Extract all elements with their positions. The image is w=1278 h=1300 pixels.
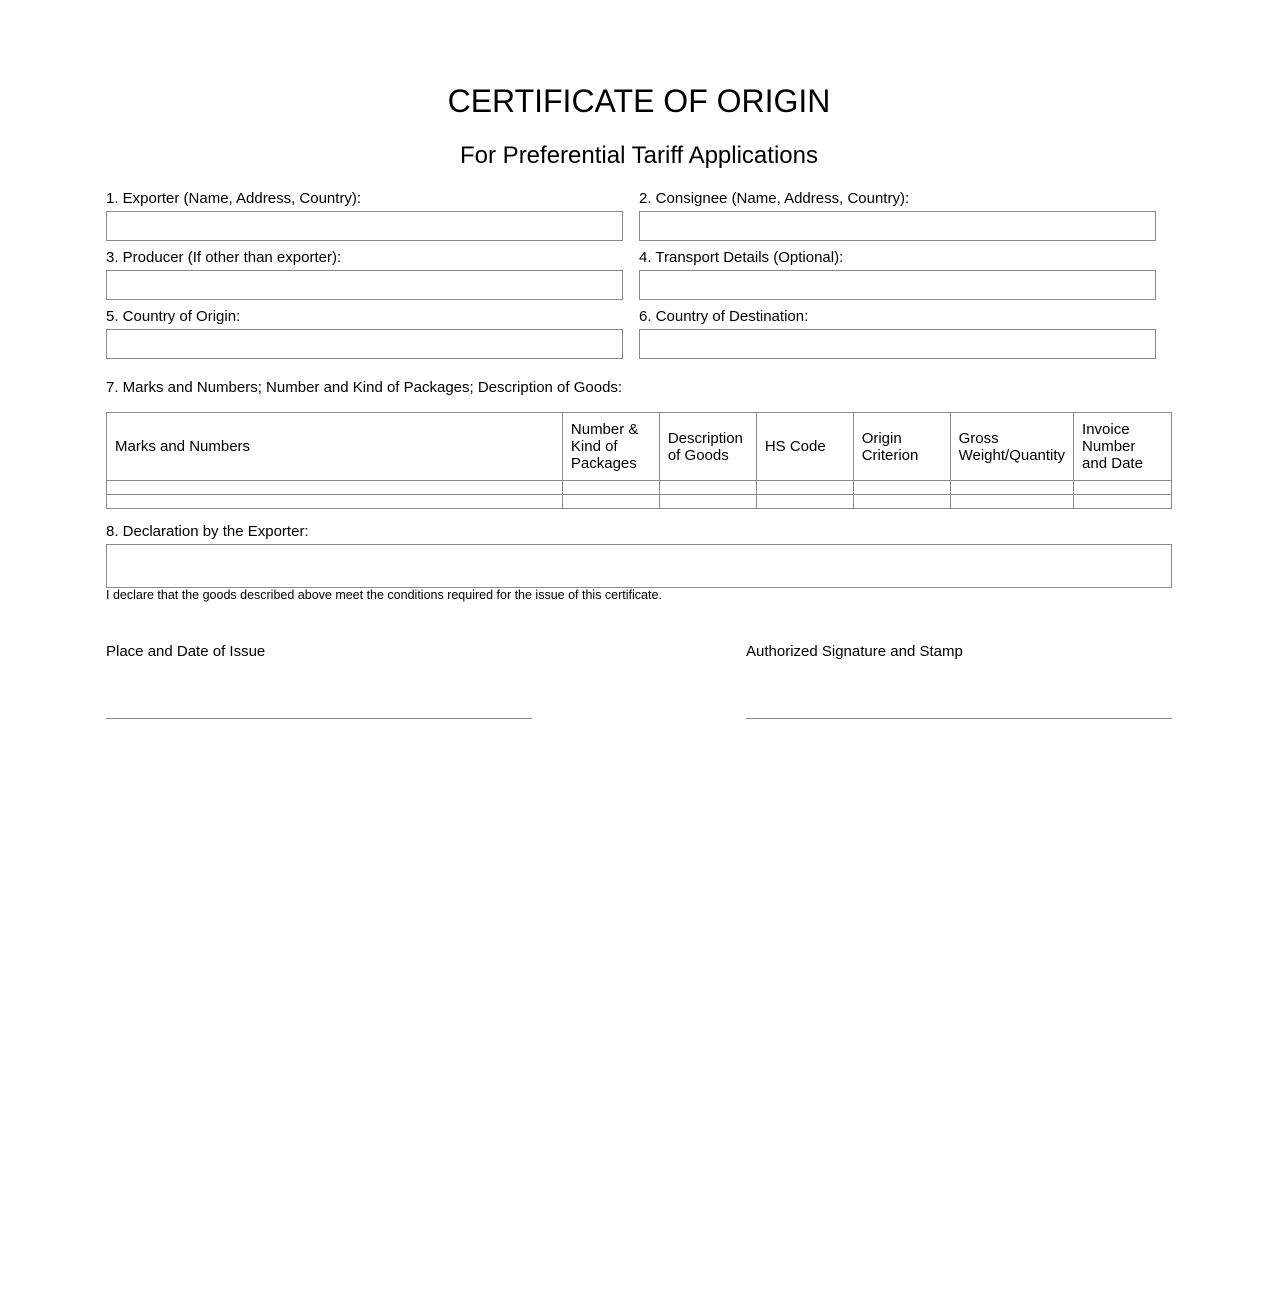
table-cell[interactable]: [659, 481, 756, 495]
authorized-signature-line[interactable]: [746, 718, 1172, 719]
country-of-origin-field[interactable]: [106, 329, 623, 359]
declaration-label: 8. Declaration by the Exporter:: [106, 523, 309, 540]
column-packages: Number & Kind of Packages: [562, 413, 659, 481]
goods-table-header: [107, 413, 1172, 481]
table-cell[interactable]: [1074, 481, 1172, 495]
producer-label: 3. Producer (If other than exporter):: [106, 249, 342, 266]
country-of-destination-field[interactable]: [639, 329, 1156, 359]
table-cell[interactable]: [562, 481, 659, 495]
table-row: [107, 481, 1172, 495]
exporter-field[interactable]: [106, 211, 623, 241]
place-date-label: Place and Date of Issue: [106, 643, 266, 660]
column-description: Description of Goods: [659, 413, 756, 481]
place-date-signature-line[interactable]: [106, 718, 532, 719]
goods-table: [106, 412, 1172, 509]
transport-details-field[interactable]: [639, 270, 1156, 300]
table-cell[interactable]: [950, 481, 1073, 495]
consignee-label: 2. Consignee (Name, Address, Country):: [639, 190, 910, 207]
table-cell[interactable]: [853, 481, 950, 495]
table-cell[interactable]: [853, 495, 950, 509]
declaration-field[interactable]: [106, 544, 1172, 588]
producer-field[interactable]: [106, 270, 623, 300]
exporter-label: 1. Exporter (Name, Address, Country):: [106, 190, 362, 207]
column-hs-code: HS Code: [756, 413, 853, 481]
transport-details-label: 4. Transport Details (Optional):: [639, 249, 844, 266]
consignee-field[interactable]: [639, 211, 1156, 241]
table-cell[interactable]: [756, 495, 853, 509]
table-cell[interactable]: [107, 495, 563, 509]
authorized-signature-label: Authorized Signature and Stamp: [746, 643, 963, 660]
column-marks-and-numbers: Marks and Numbers: [107, 413, 563, 481]
table-cell[interactable]: [756, 481, 853, 495]
column-gross-weight: Gross Weight/Quantity: [950, 413, 1073, 481]
country-of-origin-label: 5. Country of Origin:: [106, 308, 241, 325]
table-cell[interactable]: [1074, 495, 1172, 509]
goods-section-label: 7. Marks and Numbers; Number and Kind of Packages; Description of Goods:: [106, 379, 623, 396]
column-origin-criterion: Origin Criterion: [853, 413, 950, 481]
table-cell[interactable]: [950, 495, 1073, 509]
page-subtitle: For Preferential Tariff Applications: [460, 142, 818, 169]
table-cell[interactable]: [107, 481, 563, 495]
country-of-destination-label: 6. Country of Destination:: [639, 308, 809, 325]
page-title: CERTIFICATE OF ORIGIN: [447, 83, 831, 119]
table-cell[interactable]: [562, 495, 659, 509]
table-cell[interactable]: [659, 495, 756, 509]
column-invoice: Invoice Number and Date: [1074, 413, 1172, 481]
table-row: [107, 495, 1172, 509]
declaration-note: I declare that the goods described above meet the conditions required for the issue of this certificate.: [106, 588, 662, 602]
